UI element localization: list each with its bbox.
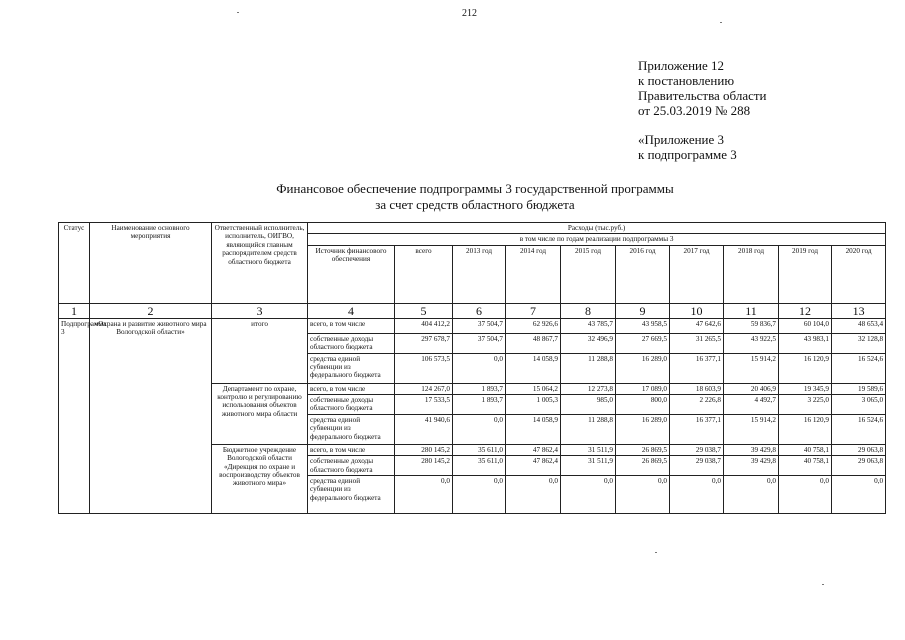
value-cell: 37 504,7 xyxy=(453,333,506,353)
value-cell: 14 058,9 xyxy=(506,353,561,383)
source-cell: всего, в том числе xyxy=(308,318,395,333)
value-cell: 32 496,9 xyxy=(561,333,616,353)
value-cell: 59 836,7 xyxy=(724,318,779,333)
column-number: 9 xyxy=(616,303,670,318)
value-cell: 20 406,9 xyxy=(724,383,779,394)
value-cell: 15 064,2 xyxy=(506,383,561,394)
source-cell: средства единой субвенции из федерального бюджета xyxy=(308,353,395,383)
executor-cell: Бюджетное учреждение Вологодской области «Дирекция по охране и воспроизводству объектов животного мира» xyxy=(212,444,308,513)
value-cell: 48 867,7 xyxy=(506,333,561,353)
value-cell: 0,0 xyxy=(561,476,616,514)
value-cell: 280 145,2 xyxy=(395,456,453,476)
header-executor: Ответственный исполнитель, исполнитель, ОИГВО, являющийся главным распорядителем средств областного бюджета xyxy=(212,223,308,304)
value-cell: 0,0 xyxy=(395,476,453,514)
header-year: 2016 год xyxy=(616,245,670,303)
value-cell: 0,0 xyxy=(779,476,832,514)
appendix-line: Правительства области xyxy=(638,88,767,103)
value-cell: 37 504,7 xyxy=(453,318,506,333)
executor-cell: итого xyxy=(212,318,308,383)
value-cell: 3 065,0 xyxy=(832,395,886,415)
value-cell: 43 958,5 xyxy=(616,318,670,333)
header-year: 2014 год xyxy=(506,245,561,303)
value-cell: 15 914,2 xyxy=(724,414,779,444)
value-cell: 31 511,9 xyxy=(561,456,616,476)
value-cell: 1 893,7 xyxy=(453,395,506,415)
value-cell: 16 289,0 xyxy=(616,353,670,383)
value-cell: 0,0 xyxy=(453,414,506,444)
value-cell: 19 589,6 xyxy=(832,383,886,394)
value-cell: 17 089,0 xyxy=(616,383,670,394)
value-cell: 16 377,1 xyxy=(670,353,724,383)
appendix-line: к подпрограмме 3 xyxy=(638,147,737,162)
column-number: 8 xyxy=(561,303,616,318)
title-line: Финансовое обеспечение подпрограммы 3 государственной программы xyxy=(276,181,674,196)
header-year: 2017 год xyxy=(670,245,724,303)
scan-speck xyxy=(720,22,722,23)
value-cell: 35 611,0 xyxy=(453,444,506,455)
scan-speck xyxy=(822,584,824,585)
value-cell: 39 429,8 xyxy=(724,444,779,455)
value-cell: 3 225,0 xyxy=(779,395,832,415)
value-cell: 29 038,7 xyxy=(670,456,724,476)
page-number: 212 xyxy=(462,8,477,19)
value-cell: 0,0 xyxy=(506,476,561,514)
appendix-block xyxy=(638,58,767,162)
value-cell: 1 893,7 xyxy=(453,383,506,394)
header-total: всего xyxy=(395,245,453,303)
value-cell: 60 104,0 xyxy=(779,318,832,333)
scan-speck xyxy=(655,552,657,553)
status-cell: Подпрограмма 3 xyxy=(59,318,90,513)
column-number: 10 xyxy=(670,303,724,318)
scan-speck xyxy=(237,12,239,13)
value-cell: 19 345,9 xyxy=(779,383,832,394)
value-cell: 0,0 xyxy=(616,476,670,514)
value-cell: 48 653,4 xyxy=(832,318,886,333)
value-cell: 106 573,5 xyxy=(395,353,453,383)
value-cell: 40 758,1 xyxy=(779,456,832,476)
appendix-line: к постановлению xyxy=(638,73,735,88)
column-number-row xyxy=(59,303,886,318)
value-cell: 16 524,6 xyxy=(832,353,886,383)
value-cell: 62 926,6 xyxy=(506,318,561,333)
value-cell: 43 983,1 xyxy=(779,333,832,353)
column-number: 6 xyxy=(453,303,506,318)
document-title xyxy=(180,181,770,213)
value-cell: 43 922,5 xyxy=(724,333,779,353)
value-cell: 41 940,6 xyxy=(395,414,453,444)
source-cell: всего, в том числе xyxy=(308,383,395,394)
header-year: 2015 год xyxy=(561,245,616,303)
value-cell: 26 869,5 xyxy=(616,444,670,455)
value-cell: 0,0 xyxy=(724,476,779,514)
column-number: 1 xyxy=(59,303,90,318)
source-cell: всего, в том числе xyxy=(308,444,395,455)
value-cell: 26 869,5 xyxy=(616,456,670,476)
column-number: 2 xyxy=(90,303,212,318)
header-expenses: Расходы (тыс.руб.) xyxy=(308,223,886,234)
value-cell: 11 288,8 xyxy=(561,353,616,383)
value-cell: 29 038,7 xyxy=(670,444,724,455)
value-cell: 16 120,9 xyxy=(779,414,832,444)
value-cell: 0,0 xyxy=(453,476,506,514)
value-cell: 17 533,5 xyxy=(395,395,453,415)
value-cell: 297 678,7 xyxy=(395,333,453,353)
value-cell: 35 611,0 xyxy=(453,456,506,476)
header-status: Статус xyxy=(59,223,90,304)
appendix-line: от 25.03.2019 № 288 xyxy=(638,103,751,118)
value-cell: 0,0 xyxy=(453,353,506,383)
header-source: Источник финансового обеспечения xyxy=(308,245,395,303)
value-cell: 16 120,9 xyxy=(779,353,832,383)
value-cell: 16 377,1 xyxy=(670,414,724,444)
table-row xyxy=(59,318,886,333)
value-cell: 27 669,5 xyxy=(616,333,670,353)
header-measure: Наименование основного мероприятия xyxy=(90,223,212,304)
value-cell: 2 226,8 xyxy=(670,395,724,415)
measure-cell: «Охрана и развитие животного мира Вологодской области» xyxy=(90,318,212,513)
appendix-line: Приложение 12 xyxy=(638,58,725,73)
header-year: 2018 год xyxy=(724,245,779,303)
value-cell: 31 265,5 xyxy=(670,333,724,353)
value-cell: 1 005,3 xyxy=(506,395,561,415)
value-cell: 47 862,4 xyxy=(506,444,561,455)
value-cell: 32 128,8 xyxy=(832,333,886,353)
column-number: 7 xyxy=(506,303,561,318)
source-cell: средства единой субвенции из федерального бюджета xyxy=(308,476,395,514)
value-cell: 0,0 xyxy=(670,476,724,514)
value-cell: 985,0 xyxy=(561,395,616,415)
column-number: 11 xyxy=(724,303,779,318)
value-cell: 124 267,0 xyxy=(395,383,453,394)
appendix-gap xyxy=(638,118,767,132)
value-cell: 404 412,2 xyxy=(395,318,453,333)
value-cell: 4 492,7 xyxy=(724,395,779,415)
value-cell: 0,0 xyxy=(832,476,886,514)
source-cell: средства единой субвенции из федерального бюджета xyxy=(308,414,395,444)
appendix-line: «Приложение 3 xyxy=(638,132,725,147)
value-cell: 16 289,0 xyxy=(616,414,670,444)
value-cell: 43 785,7 xyxy=(561,318,616,333)
source-cell: собственные доходы областного бюджета xyxy=(308,456,395,476)
value-cell: 280 145,2 xyxy=(395,444,453,455)
value-cell: 11 288,8 xyxy=(561,414,616,444)
value-cell: 47 642,6 xyxy=(670,318,724,333)
column-number: 4 xyxy=(308,303,395,318)
header-year: 2020 год xyxy=(832,245,886,303)
value-cell: 40 758,1 xyxy=(779,444,832,455)
financing-table xyxy=(58,222,886,514)
value-cell: 800,0 xyxy=(616,395,670,415)
value-cell: 18 603,9 xyxy=(670,383,724,394)
column-number: 13 xyxy=(832,303,886,318)
value-cell: 12 273,8 xyxy=(561,383,616,394)
header-by-years: в том числе по годам реализации подпрограммы 3 xyxy=(308,234,886,245)
title-line: за счет средств областного бюджета xyxy=(375,197,575,212)
value-cell: 15 914,2 xyxy=(724,353,779,383)
column-number: 3 xyxy=(212,303,308,318)
value-cell: 31 511,9 xyxy=(561,444,616,455)
header-year: 2013 год xyxy=(453,245,506,303)
value-cell: 29 063,8 xyxy=(832,444,886,455)
column-number: 12 xyxy=(779,303,832,318)
value-cell: 47 862,4 xyxy=(506,456,561,476)
header-year: 2019 год xyxy=(779,245,832,303)
source-cell: собственные доходы областного бюджета xyxy=(308,333,395,353)
value-cell: 39 429,8 xyxy=(724,456,779,476)
value-cell: 14 058,9 xyxy=(506,414,561,444)
value-cell: 29 063,8 xyxy=(832,456,886,476)
column-number: 5 xyxy=(395,303,453,318)
executor-cell: Департамент по охране, контролю и регулированию использования объектов животного мира области xyxy=(212,383,308,444)
value-cell: 16 524,6 xyxy=(832,414,886,444)
source-cell: собственные доходы областного бюджета xyxy=(308,395,395,415)
